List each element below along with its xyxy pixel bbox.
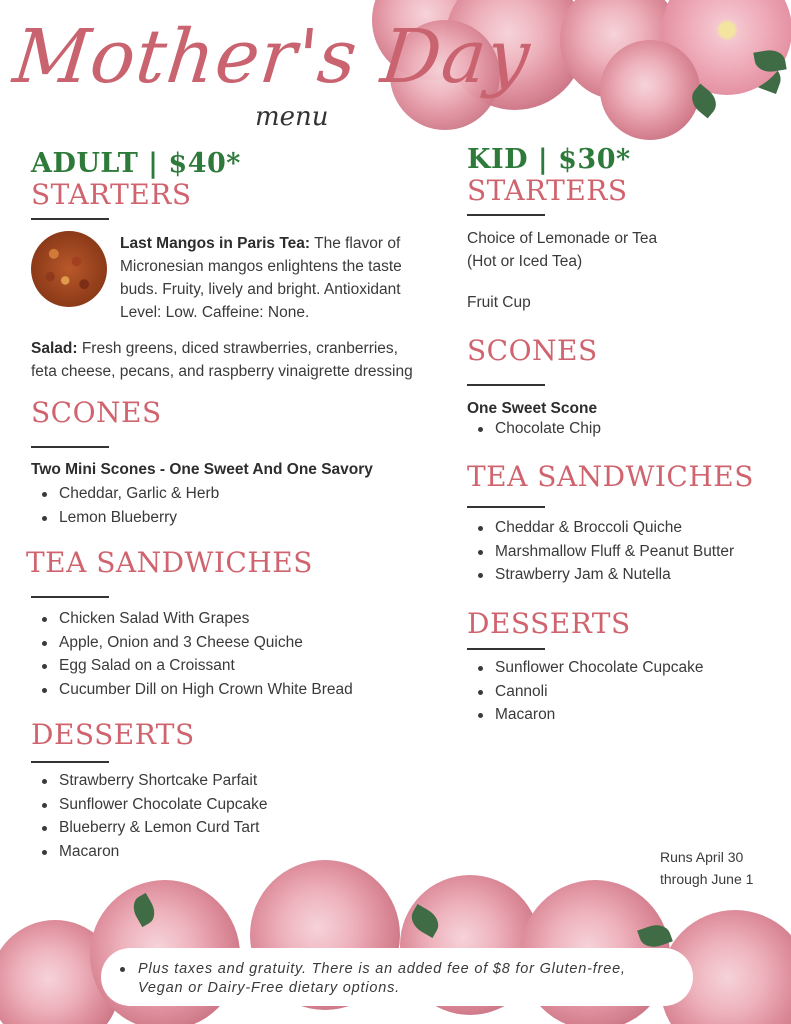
salad-desc-line: Fresh greens, diced strawberries, cranberries, (77, 340, 398, 357)
list-item: Blueberry & Lemon Curd Tart (31, 816, 268, 840)
divider (467, 384, 545, 386)
rose-icon (600, 40, 700, 140)
salad-desc-line: feta cheese, pecans, and raspberry vinaigrette dressing (31, 363, 413, 380)
list-item: Cucumber Dill on High Crown White Bread (31, 678, 353, 702)
adult-scones-subheading: Two Mini Scones - One Sweet And One Savory (31, 461, 373, 478)
footer-note (138, 960, 678, 998)
list-item: Cheddar & Broccoli Quiche (467, 516, 734, 540)
kid-scones-subheading: One Sweet Scone (467, 400, 598, 417)
list-item: Egg Salad on a Croissant (31, 654, 353, 678)
salad-description (31, 337, 451, 383)
list-item: Cheddar, Garlic & Herb (31, 482, 219, 506)
kid-drink-choice (467, 227, 767, 273)
tea-leaves-image (31, 231, 107, 307)
kid-starters-heading: STARTERS (467, 174, 628, 207)
footer-note-line: Plus taxes and gratuity. There is an added fee of $8 for Gluten-free, (138, 961, 626, 977)
list-item: Cannoli (467, 680, 704, 704)
list-item: Macaron (467, 703, 704, 727)
list-item: Macaron (31, 840, 268, 864)
salad-title: Salad: (31, 340, 78, 357)
adult-starters-heading: STARTERS (31, 178, 192, 211)
adult-tea-sandwiches-heading: TEA SANDWICHES (26, 546, 313, 579)
tea-desc-line: Level: Low. Caffeine: None. (120, 304, 310, 321)
list-item: Strawberry Shortcake Parfait (31, 769, 268, 793)
adult-desserts-list (31, 769, 268, 863)
list-item: Chicken Salad With Grapes (31, 607, 353, 631)
page-subtitle: menu (255, 102, 329, 132)
adult-desserts-heading: DESSERTS (31, 718, 195, 751)
list-item: Chocolate Chip (467, 417, 601, 441)
adult-scones-list (31, 482, 219, 529)
kid-desserts-heading: DESSERTS (467, 607, 631, 640)
kid-fruit-cup: Fruit Cup (467, 294, 531, 311)
divider (467, 648, 545, 650)
drink-line: Choice of Lemonade or Tea (467, 230, 658, 247)
run-dates-line: Runs April 30 (660, 849, 744, 865)
tea-desc-line: Micronesian mangos enlightens the taste (120, 258, 402, 275)
kid-tea-sandwiches-heading: TEA SANDWICHES (467, 460, 754, 493)
divider (31, 218, 109, 220)
tea-desc-line: buds. Fruity, lively and bright. Antioxidant (120, 281, 401, 298)
adult-price-heading: ADULT | $40* (31, 148, 241, 179)
tea-title: Last Mangos in Paris Tea: (120, 235, 311, 252)
divider (31, 596, 109, 598)
tea-description (120, 232, 440, 324)
divider (31, 761, 109, 763)
adult-tea-sandwiches-list (31, 607, 353, 701)
divider (467, 214, 545, 216)
kid-price-heading: KID | $30* (467, 144, 631, 175)
run-dates-line: through June 1 (660, 871, 754, 887)
bullet-icon (120, 967, 125, 972)
divider (467, 506, 545, 508)
list-item: Strawberry Jam & Nutella (467, 563, 734, 587)
list-item: Lemon Blueberry (31, 506, 219, 530)
footer-note-line: Vegan or Dairy-Free dietary options. (138, 980, 400, 996)
adult-scones-heading: SCONES (31, 396, 162, 429)
list-item: Marshmallow Fluff & Peanut Butter (467, 540, 734, 564)
kid-scones-heading: SCONES (467, 334, 598, 367)
list-item: Apple, Onion and 3 Cheese Quiche (31, 631, 353, 655)
run-dates (660, 846, 753, 890)
list-item: Sunflower Chocolate Cupcake (467, 656, 704, 680)
kid-desserts-list (467, 656, 704, 727)
drink-line: (Hot or Iced Tea) (467, 253, 583, 270)
kid-tea-sandwiches-list (467, 516, 734, 587)
list-item: Sunflower Chocolate Cupcake (31, 793, 268, 817)
divider (31, 446, 109, 448)
kid-scones-list (467, 417, 601, 441)
page-title: Mother's Day (9, 14, 535, 100)
tea-desc-line: The flavor of (310, 235, 401, 252)
